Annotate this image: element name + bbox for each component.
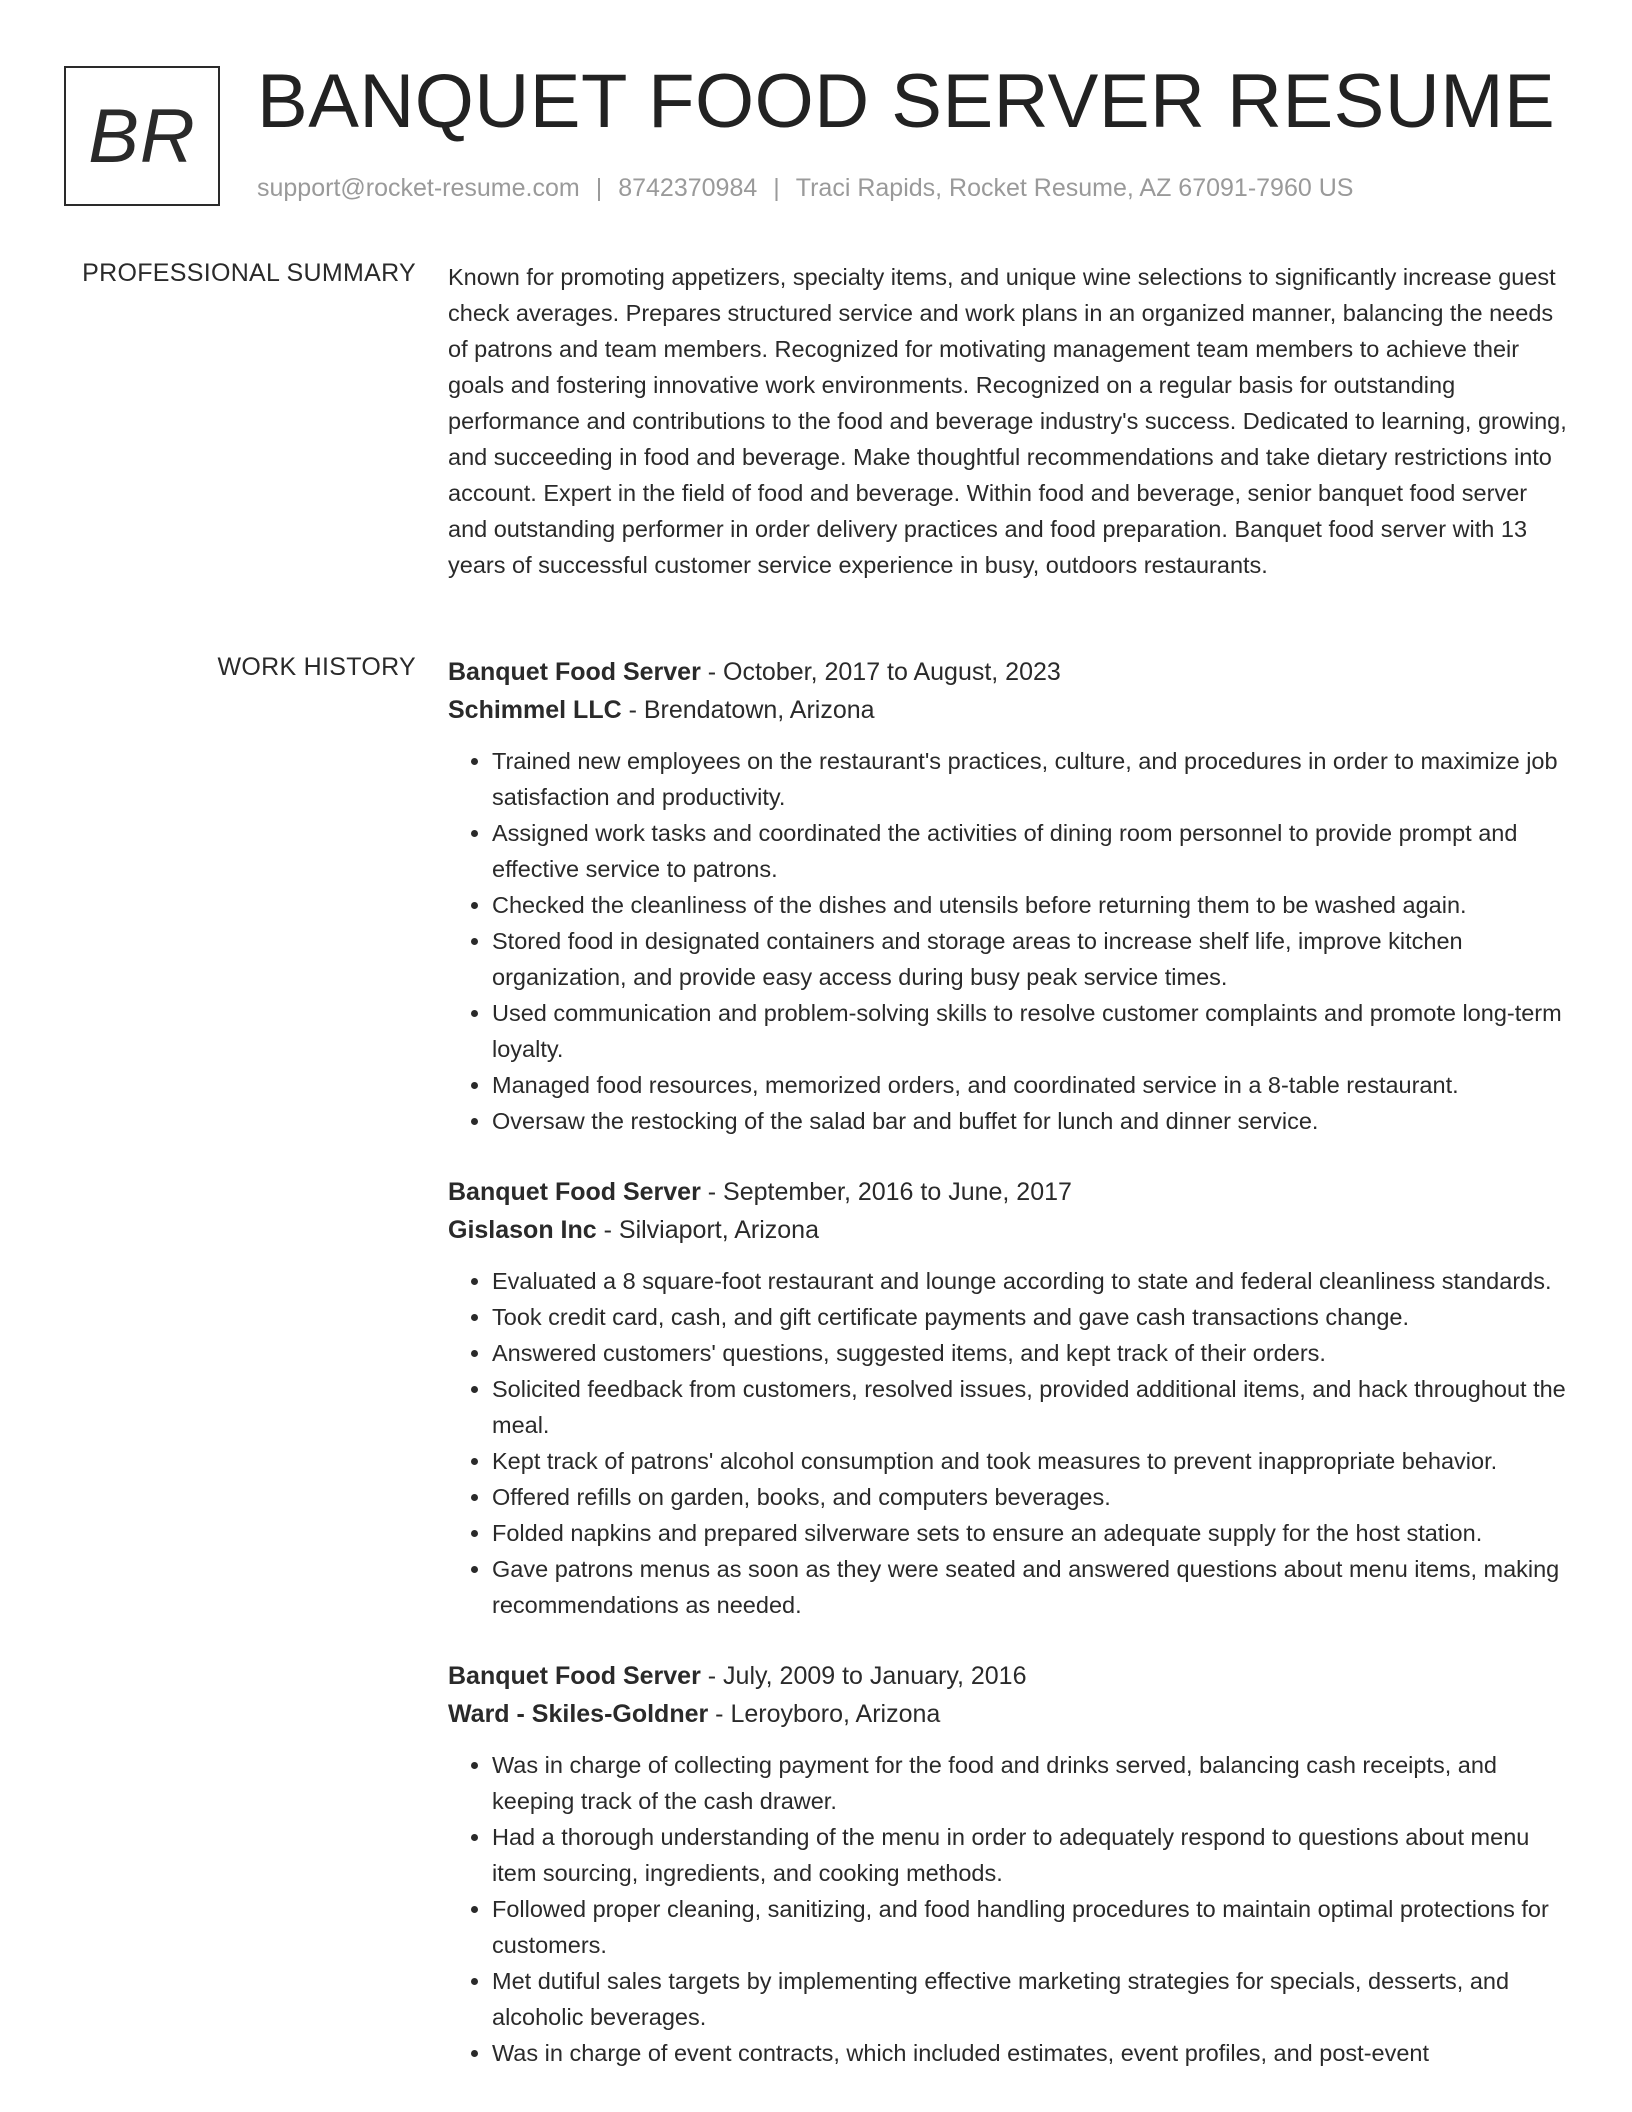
job-bullet: • Was in charge of event contracts, which included estimates, event profiles, and post-event bbox=[492, 2035, 1568, 2071]
job-entry bbox=[448, 653, 1568, 1139]
job-company-line bbox=[448, 1695, 1568, 1733]
job-bullets bbox=[448, 1747, 1568, 2071]
contact-email: support@rocket-resume.com bbox=[257, 174, 580, 202]
job-title: Banquet Food Server bbox=[448, 658, 701, 686]
job-bullet: • Kept track of patrons' alcohol consumption and took measures to prevent inappropriate behavior. bbox=[492, 1443, 1568, 1479]
job-dates: - October, 2017 to August, 2023 bbox=[700, 658, 1061, 686]
contact-address: Traci Rapids, Rocket Resume, AZ 67091-7960 US bbox=[795, 174, 1354, 202]
job-bullet: • Took credit card, cash, and gift certificate payments and gave cash transactions change. bbox=[492, 1299, 1568, 1335]
job-dates: - September, 2016 to June, 2017 bbox=[700, 1178, 1072, 1206]
job-bullet: • Gave patrons menus as soon as they were seated and answered questions about menu items, making recommendations as needed. bbox=[492, 1551, 1568, 1623]
job-bullet: • Was in charge of collecting payment for the food and drinks served, balancing cash receipts, and keeping track of the cash drawer. bbox=[492, 1747, 1568, 1819]
contact-separator: | bbox=[773, 174, 780, 202]
job-bullet: • Solicited feedback from customers, resolved issues, provided additional items, and hack throughout the meal. bbox=[492, 1371, 1568, 1443]
job-dates: - July, 2009 to January, 2016 bbox=[700, 1662, 1027, 1690]
job-bullet: • Answered customers' questions, suggested items, and kept track of their orders. bbox=[492, 1335, 1568, 1371]
job-bullet: • Evaluated a 8 square-foot restaurant and lounge according to state and federal cleanliness standards. bbox=[492, 1263, 1568, 1299]
job-title: Banquet Food Server bbox=[448, 1178, 701, 1206]
job-title-line bbox=[448, 1657, 1568, 1695]
job-bullets bbox=[448, 743, 1568, 1139]
job-bullet: • Assigned work tasks and coordinated the activities of dining room personnel to provide prompt and effective service to patrons. bbox=[492, 815, 1568, 887]
job-company: Gislason Inc bbox=[448, 1216, 597, 1244]
job-bullet: • Stored food in designated containers and storage areas to increase shelf life, improve kitchen organization, and provide easy access during busy peak service times. bbox=[492, 923, 1568, 995]
job-company: Ward - Skiles-Goldner bbox=[448, 1700, 709, 1728]
job-bullet: • Used communication and problem-solving skills to resolve customer complaints and promote long-term loyalty. bbox=[492, 995, 1568, 1067]
job-location: - Leroyboro, Arizona bbox=[708, 1700, 941, 1728]
page-title: BANQUET FOOD SERVER RESUME bbox=[257, 59, 1556, 144]
contact-separator: | bbox=[595, 174, 603, 202]
summary-body bbox=[448, 259, 1568, 583]
job-bullet: • Met dutiful sales targets by implementing effective marketing strategies for specials, desserts, and alcoholic beverages. bbox=[492, 1963, 1568, 2035]
contact-phone: 8742370984 bbox=[618, 174, 758, 202]
job-bullet: • Trained new employees on the restaurant's practices, culture, and procedures in order to maximize job satisfaction and productivity. bbox=[492, 743, 1568, 815]
contact-line bbox=[257, 174, 1353, 203]
job-title: Banquet Food Server bbox=[448, 1662, 701, 1690]
job-bullet: • Had a thorough understanding of the menu in order to adequately respond to questions about menu item sourcing, ingredients, and cooking methods. bbox=[492, 1819, 1568, 1891]
job-company-line bbox=[448, 691, 1568, 729]
job-entry bbox=[448, 1657, 1568, 2071]
job-location: - Silviaport, Arizona bbox=[596, 1216, 819, 1244]
summary-text: Known for promoting appetizers, specialty items, and unique wine selections to significantly increase guest check averages. Prepares structured service and work plans in an organized manner, balancing the needs of patrons and team members. Recognized for motivating management team members to achieve their goals and fostering innovative work environments. Recognized on a regular basis for outstanding performance and contributions to the food and beverage industry's success. Dedicated to learning, growing, and succeeding in food and beverage. Make thoughtful recommendations and take dietary restrictions into account. Expert in the field of food and beverage. Within food and beverage, senior banquet food server and outstanding performer in order delivery practices and food preparation. Banquet food server with 13 years of successful customer service experience in busy, outdoors restaurants. bbox=[448, 264, 1567, 578]
job-location: - Brendatown, Arizona bbox=[621, 696, 875, 724]
job-bullet: • Folded napkins and prepared silverware sets to ensure an adequate supply for the host station. bbox=[492, 1515, 1568, 1551]
work-history-body bbox=[448, 653, 1568, 2105]
section-label-work-history: WORK HISTORY bbox=[217, 653, 416, 681]
monogram-logo: BR bbox=[64, 66, 220, 206]
job-bullet: • Oversaw the restocking of the salad bar and buffet for lunch and dinner service. bbox=[492, 1103, 1568, 1139]
job-company: Schimmel LLC bbox=[448, 696, 622, 724]
section-label-summary: PROFESSIONAL SUMMARY bbox=[82, 259, 416, 287]
job-bullet: • Managed food resources, memorized orders, and coordinated service in a 8-table restaurant. bbox=[492, 1067, 1568, 1103]
job-company-line bbox=[448, 1211, 1568, 1249]
job-entry bbox=[448, 1173, 1568, 1623]
job-title-line bbox=[448, 1173, 1568, 1211]
job-bullet: • Checked the cleanliness of the dishes and utensils before returning them to be washed again. bbox=[492, 887, 1568, 923]
job-bullet: • Followed proper cleaning, sanitizing, and food handling procedures to maintain optimal protections for customers. bbox=[492, 1891, 1568, 1963]
job-title-line bbox=[448, 653, 1568, 691]
job-bullets bbox=[448, 1263, 1568, 1623]
job-bullet: • Offered refills on garden, books, and computers beverages. bbox=[492, 1479, 1568, 1515]
